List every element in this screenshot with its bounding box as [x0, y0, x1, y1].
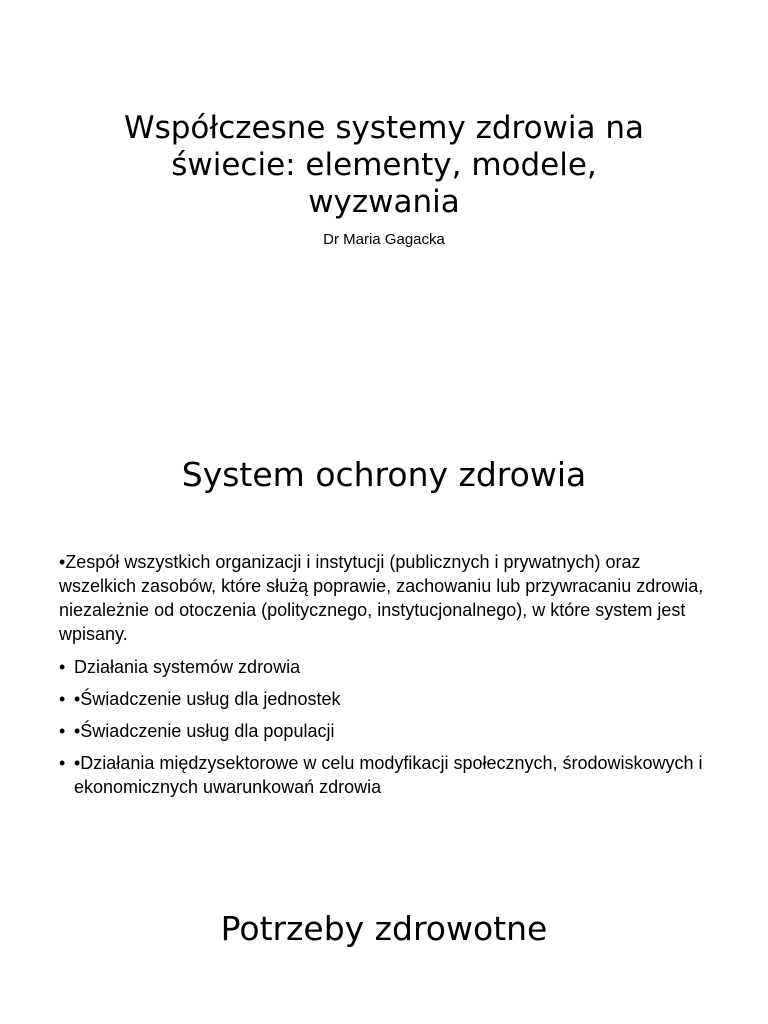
list-item	[59, 719, 719, 743]
section-heading-potrzeby: Potrzeby zdrowotne	[220, 909, 548, 948]
bullet-marker: •	[59, 689, 66, 709]
list-item-text: •Świadczenie usług dla jednostek	[74, 689, 341, 709]
list-item	[59, 655, 719, 679]
list-item-text: •Działania międzysektorowe w celu modyfikacji społecznych, środowiskowych i ekonomicznych uwarunkowań zdrowia	[74, 753, 703, 797]
list-item-text: •Świadczenie usług dla populacji	[74, 721, 335, 741]
list-item	[59, 687, 719, 711]
bullet-marker: •	[59, 721, 66, 741]
bullet-marker: •	[59, 657, 66, 677]
bullet-list	[59, 655, 719, 807]
list-item-text: Działania systemów zdrowia	[74, 657, 301, 677]
bullet-marker: •	[59, 753, 66, 773]
definition-paragraph: •Zespół wszystkich organizacji i instytucji (publicznych i prywatnych) oraz wszelkich zasobów, które służą poprawie, zachowaniu lub przywracaniu zdrowia, niezależnie od otoczenia (politycznego, instytucjonalnego), w które system jest wpisany.	[59, 552, 704, 644]
section-heading-system: System ochrony zdrowia	[181, 455, 587, 494]
author-name: Dr Maria Gagacka	[323, 231, 445, 248]
presentation-title: Współczesne systemy zdrowia na świecie: elementy, modele, wyzwania	[123, 110, 645, 220]
list-item	[59, 751, 719, 799]
